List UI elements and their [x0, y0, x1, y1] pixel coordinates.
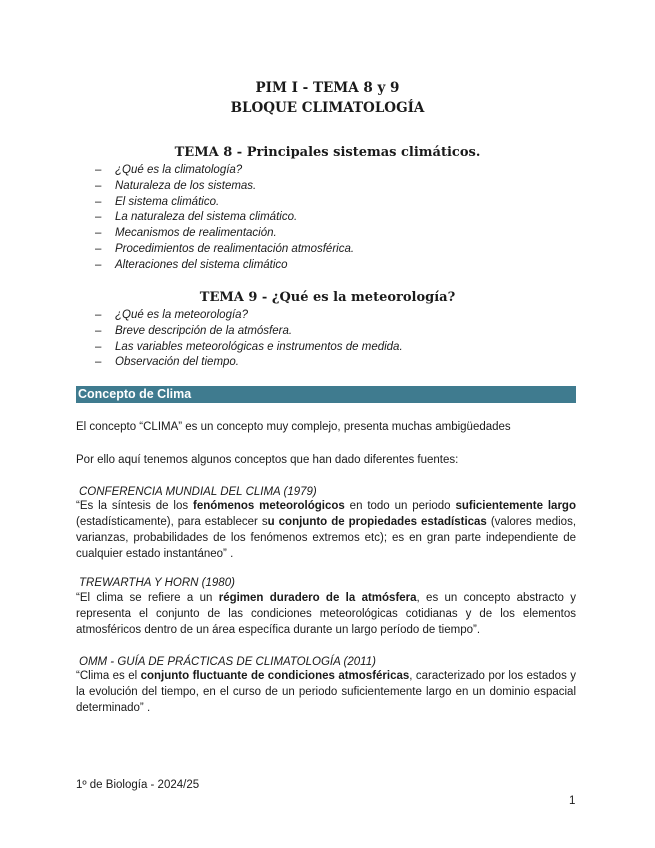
definition-quote-1: “Es la síntesis de los fenómenos meteorológicos en todo un periodo suficientemente largo (estadísticamente), para establecer su conjunto de propiedades estadísticas (valores medios, varianzas, probabilidades de los fenómenos extremos etc); es en gran parte independiente de cualquier estado instantáneo” .: [76, 500, 577, 560]
tema8-list: [95, 163, 354, 274]
dash-bullet: –: [95, 356, 102, 369]
list-item: – Procedimientos de realimentación atmosférica.: [95, 242, 354, 258]
tema9-list: [95, 308, 403, 371]
list-item: – Alteraciones del sistema climático: [95, 258, 354, 274]
dash-bullet: –: [95, 258, 102, 271]
definition-quote-2: “El clima se refiere a un régimen duradero de la atmósfera, es un concepto abstracto y representa el conjunto de las condiciones meteorológicas cotidianas y de los elementos atmosféricos dentro de un área específica durante un largo período de tiempo”.: [76, 592, 576, 636]
lead-paragraph: Por ello aquí tenemos algunos conceptos que han dado diferentes fuentes:: [76, 454, 459, 466]
intro-paragraph: El concepto “CLIMA” es un concepto muy complejo, presenta muchas ambigüedades: [76, 421, 511, 433]
dash-bullet: –: [95, 227, 102, 240]
definition-source-2: TREWARTHA Y HORN (1980): [79, 577, 235, 589]
definition-source-3: OMM - GUÍA DE PRÁCTICAS DE CLIMATOLOGÍA (2011): [79, 656, 376, 668]
list-item: – El sistema climático.: [95, 195, 354, 211]
page-number: 1: [569, 795, 576, 807]
dash-bullet: –: [95, 242, 102, 255]
document-title: PIM I - TEMA 8 y 9: [255, 80, 400, 96]
dash-bullet: –: [95, 211, 102, 224]
list-item: – La naturaleza del sistema climático.: [95, 210, 354, 226]
list-item: – Mecanismos de realimentación.: [95, 226, 354, 242]
list-item: – ¿Qué es la climatología?: [95, 163, 354, 179]
tema8-heading: TEMA 8 - Principales sistemas climáticos.: [174, 145, 481, 160]
page-footer: 1º de Biología - 2024/25: [76, 779, 200, 791]
list-item: – Naturaleza de los sistemas.: [95, 179, 354, 195]
definition-quote-3: “Clima es el conjunto fluctuante de condiciones atmosféricas, caracterizado por los estados y la evolución del tiempo, en el curso de un periodo suficientemente largo en un dominio espacial determinado” .: [76, 670, 576, 714]
dash-bullet: –: [95, 309, 102, 321]
document-subtitle: BLOQUE CLIMATOLOGÍA: [230, 100, 425, 116]
dash-bullet: –: [95, 164, 102, 176]
dash-bullet: –: [95, 195, 102, 208]
definition-source-1: CONFERENCIA MUNDIAL DEL CLIMA (1979): [79, 486, 317, 498]
section-banner: Concepto de Clima: [76, 386, 576, 403]
list-item: – ¿Qué es la meteorología?: [95, 308, 403, 324]
list-item: – Las variables meteorológicas e instrumentos de medida.: [95, 340, 403, 356]
dash-bullet: –: [95, 324, 102, 337]
list-item: – Observación del tiempo.: [95, 355, 403, 371]
dash-bullet: –: [95, 340, 102, 353]
dash-bullet: –: [95, 179, 102, 192]
list-item: – Breve descripción de la atmósfera.: [95, 324, 403, 340]
tema9-heading: TEMA 9 - ¿Qué es la meteorología?: [199, 290, 456, 305]
